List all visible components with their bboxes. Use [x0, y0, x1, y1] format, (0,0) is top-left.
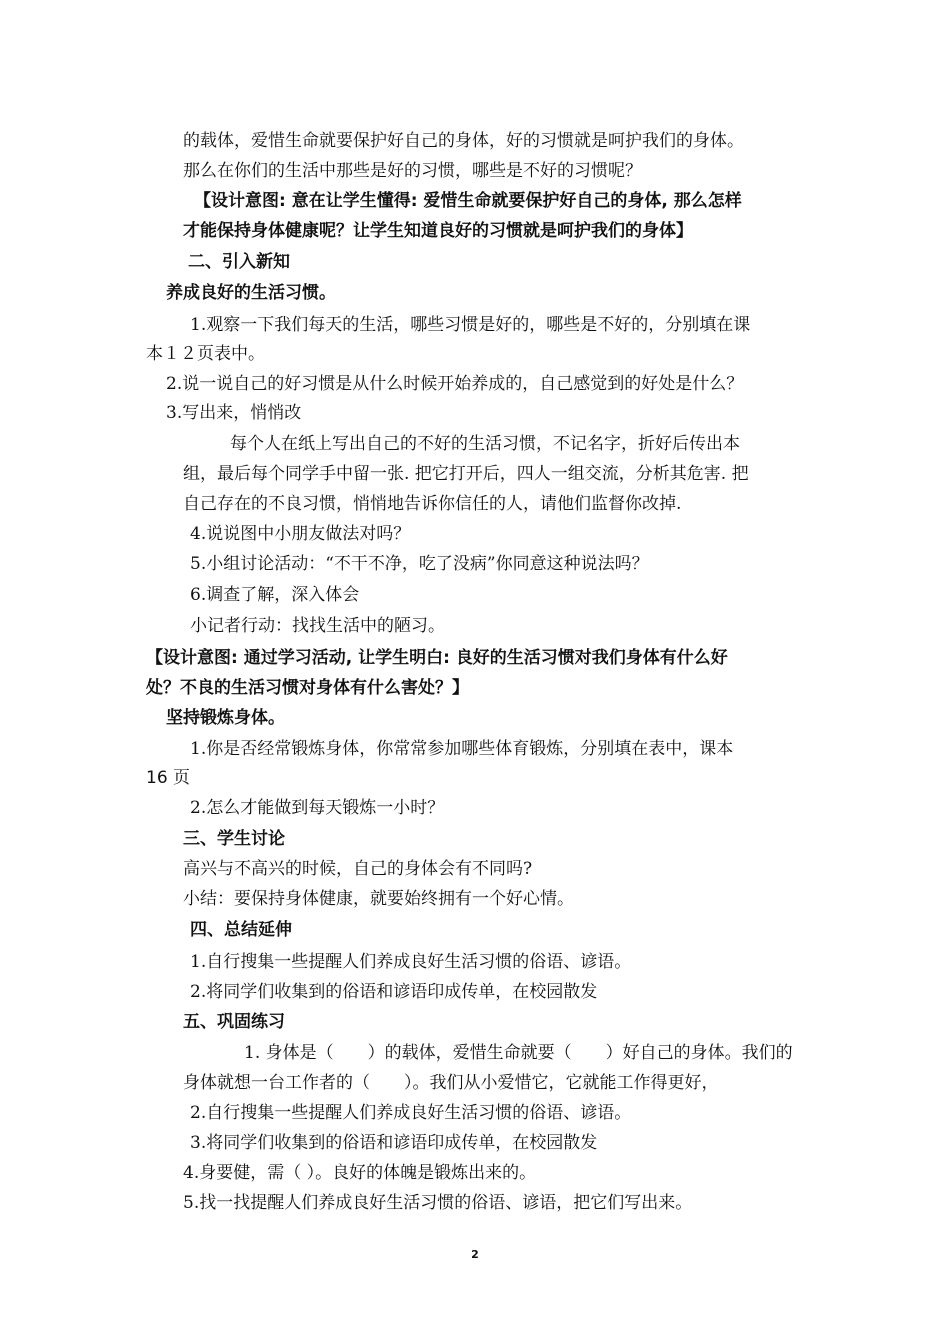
- exercise-line: 身体就想一台工作者的（ ）。我们从小爱惜它，它就能工作得更好，: [183, 1073, 719, 1093]
- exercise-line: 5.找一找提醒人们养成良好生活习惯的俗语、谚语，把它们写出来。: [183, 1193, 693, 1213]
- body-line: 1.自行搜集一些提醒人们养成良好生活习惯的俗语、谚语。: [190, 952, 632, 972]
- exercise-line: 2.自行搜集一些提醒人们养成良好生活习惯的俗语、谚语。: [190, 1103, 632, 1123]
- body-line: 1.观察一下我们每天的生活，哪些习惯是好的，哪些是不好的，分别填在课: [190, 315, 751, 335]
- body-line: 4.说说图中小朋友做法对吗？: [190, 524, 411, 544]
- design-intent-line: 才能保持身体健康呢？让学生知道良好的习惯就是呵护我们的身体】: [183, 221, 693, 241]
- body-line: 自己存在的不良习惯，悄悄地告诉你信任的人，请他们监督你改掉.: [183, 494, 682, 514]
- body-line: 16 页: [146, 768, 191, 788]
- body-line: 高兴与不高兴的时候，自己的身体会有不同吗?: [183, 859, 533, 879]
- body-line: 的载体，爱惜生命就要保护好自己的身体，好的习惯就是呵护我们的身体。: [183, 131, 744, 151]
- body-line: 3.写出来，悄悄改: [166, 403, 302, 423]
- subsection-heading: 养成良好的生活习惯。: [166, 283, 336, 303]
- design-intent-line: 【设计意图: 通过学习活动, 让学生明白: 良好的生活习惯对我们身体有什么好: [146, 648, 728, 668]
- page-number: 2: [471, 1248, 479, 1261]
- body-line: 2.将同学们收集到的俗语和谚语印成传单，在校园散发: [190, 982, 598, 1002]
- design-intent-line: 【设计意图: 意在让学生懂得: 爱惜生命就要保护好自己的身体, 那么怎样: [194, 191, 742, 211]
- body-line: 小记者行动：找找生活中的陋习。: [190, 616, 445, 636]
- section-heading: 三、学生讨论: [183, 829, 285, 849]
- section-heading: 二、引入新知: [188, 252, 290, 272]
- exercise-line: 1. 身体是（ ）的载体，爱惜生命就要（ ）好自己的身体。我们的: [244, 1043, 793, 1063]
- exercise-line: 3.将同学们收集到的俗语和谚语印成传单，在校园散发: [190, 1133, 598, 1153]
- body-line: 那么在你们的生活中那些是好的习惯，哪些是不好的习惯呢？: [183, 161, 642, 181]
- design-intent-line: 处？不良的生活习惯对身体有什么害处？】: [146, 678, 469, 698]
- body-line: 2.说一说自己的好习惯是从什么时候开始养成的，自己感觉到的好处是什么？: [166, 374, 744, 394]
- body-line: 小结：要保持身体健康，就要始终拥有一个好心情。: [183, 889, 574, 909]
- body-line: 6.调查了解，深入体会: [190, 585, 360, 605]
- body-line: 2.怎么才能做到每天锻炼一小时？: [190, 798, 445, 818]
- body-line: 1.你是否经常锻炼身体，你常常参加哪些体育锻炼，分别填在表中，课本: [190, 739, 734, 759]
- body-line: 本１２页表中。: [146, 344, 265, 364]
- body-line: 每个人在纸上写出自己的不好的生活习惯，不记名字，折好后传出本: [230, 434, 740, 454]
- section-heading: 四、总结延伸: [190, 920, 292, 940]
- section-heading: 五、巩固练习: [183, 1012, 285, 1032]
- body-line: 5.小组讨论活动：“不干不净，吃了没病”你同意这种说法吗？: [190, 554, 649, 574]
- subsection-heading: 坚持锻炼身体。: [166, 708, 285, 728]
- exercise-line: 4.身要健，需（ ）。良好的体魄是锻炼出来的。: [183, 1163, 537, 1183]
- body-line: 组，最后每个同学手中留一张. 把它打开后，四人一组交流，分析其危害. 把: [183, 464, 749, 484]
